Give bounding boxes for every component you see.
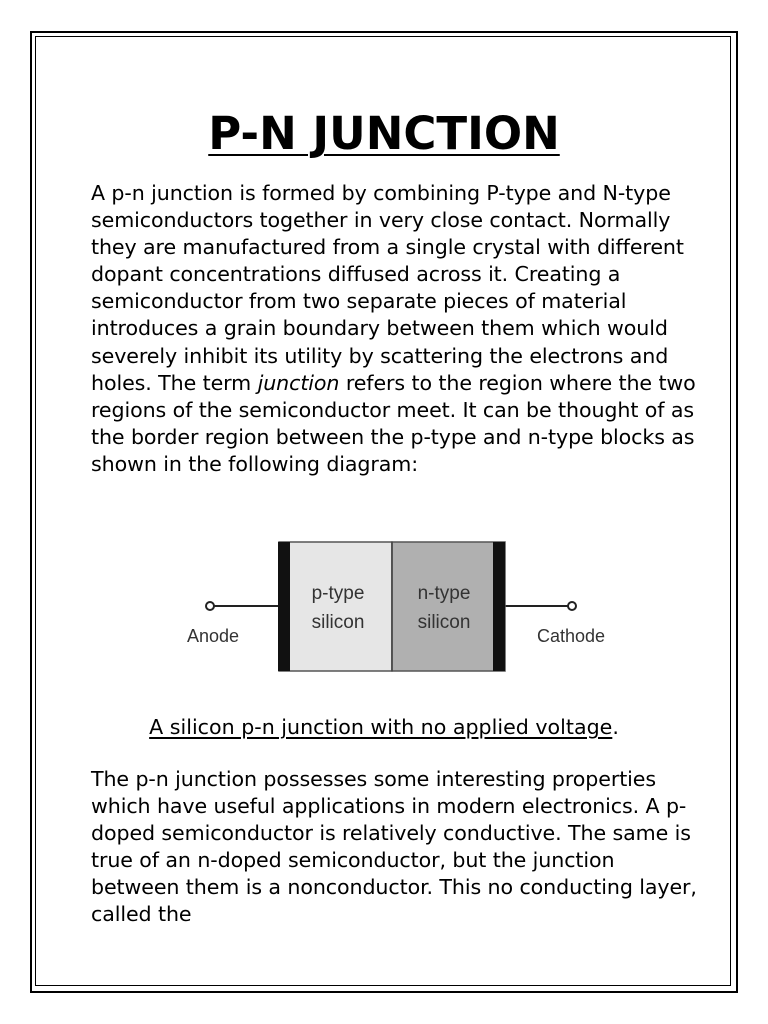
- intro-paragraph: [91, 180, 703, 478]
- properties-paragraph: The p-n junction possesses some interesting properties which have useful applications in modern electronics. A p-doped semiconductor is relatively conductive. The same is true of an n-doped semiconductor, but the junction between them is a nonconductor. This no conducting layer, called the: [91, 767, 697, 927]
- p-type-label-line2: silicon: [311, 612, 365, 633]
- p-type-label-line1: p-type: [311, 583, 365, 604]
- cathode-terminal: [568, 602, 576, 610]
- diagram-caption: [0, 714, 768, 741]
- intro-text-start: A p-n junction is formed by combining P-type and N-type semiconductors together in very close contact. Normally they are manufactured from a single crystal with different dopant concentrations diffused across it. Creating a semiconductor from two separate pieces of material introduces a grain boundary between them which would severely inhibit its utility by scattering the electrons and holes. The term: [91, 181, 684, 395]
- anode-label: Anode: [186, 626, 240, 646]
- p-type-region: [279, 542, 392, 671]
- junction-term: junction: [257, 370, 340, 395]
- n-type-region: [392, 542, 505, 671]
- pn-junction-diagram: [180, 533, 620, 683]
- n-type-label-line2: silicon: [417, 612, 471, 633]
- cathode-contact: [493, 542, 505, 671]
- anode-contact: [278, 542, 290, 671]
- n-type-label-line1: n-type: [417, 583, 471, 604]
- anode-terminal: [206, 602, 214, 610]
- page-title: P-N JUNCTION: [208, 107, 560, 160]
- intro-text-end: refers to the region where the two regions of the semiconductor meet. It can be thought of as the border region between the p-type and n-type blocks as shown in the following diagram:: [91, 370, 696, 476]
- caption-text: A silicon p-n junction with no applied voltage: [149, 715, 613, 739]
- caption-period: .: [612, 715, 619, 739]
- cathode-label: Cathode: [536, 626, 606, 646]
